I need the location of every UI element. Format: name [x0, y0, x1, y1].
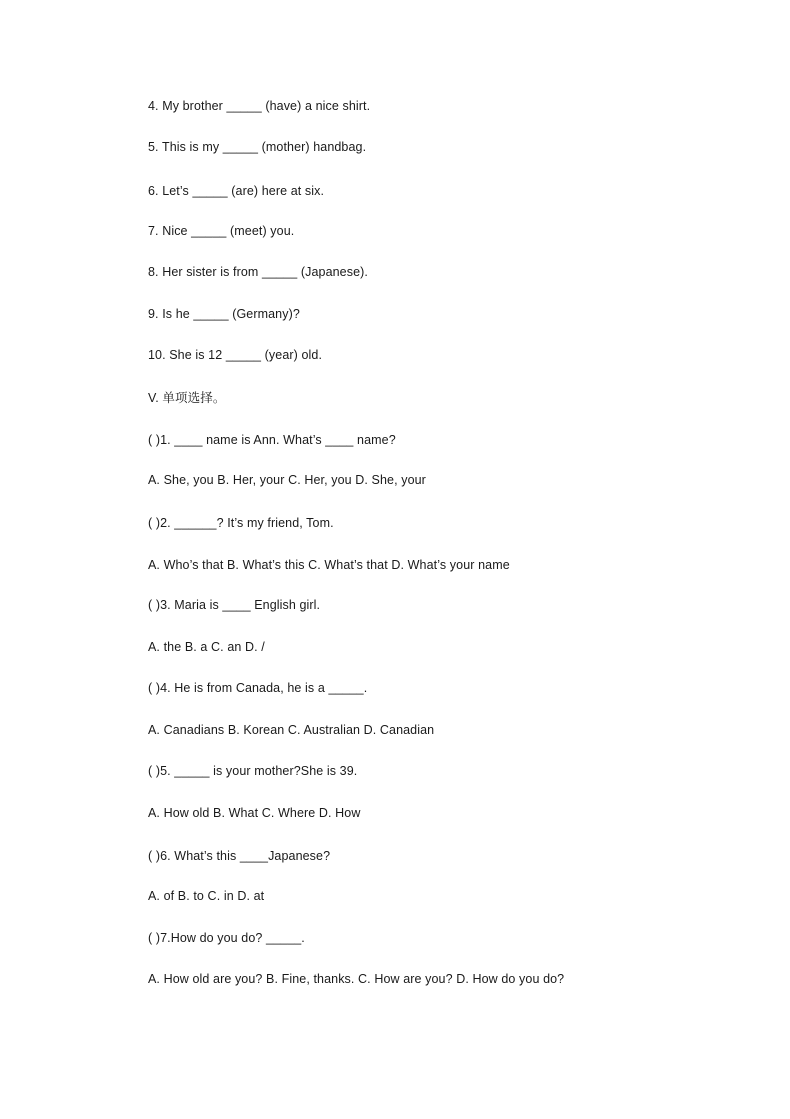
choice-options-2: A. Who’s that B. What’s this C. What’s that D. What’s your name	[148, 558, 510, 572]
choice-question-2: ( )2. ______? It’s my friend, Tom.	[148, 516, 334, 530]
choice-question-1: ( )1. ____ name is Ann. What’s ____ name?	[148, 433, 396, 447]
choice-options-3: A. the B. a C. an D. /	[148, 640, 265, 654]
choice-options-7: A. How old are you? B. Fine, thanks. C. How are you? D. How do you do?	[148, 972, 565, 986]
fill-in-item-8: 8. Her sister is from _____ (Japanese).	[148, 265, 368, 279]
fill-in-item-6: 6. Let’s _____ (are) here at six.	[148, 184, 325, 198]
choice-question-3: ( )3. Maria is ____ English girl.	[148, 598, 321, 612]
fill-in-item-10: 10. She is 12 _____ (year) old.	[148, 348, 323, 362]
fill-in-item-4: 4. My brother _____ (have) a nice shirt.	[148, 99, 371, 113]
choice-options-6: A. of B. to C. in D. at	[148, 889, 265, 903]
fill-in-item-5: 5. This is my _____ (mother) handbag.	[148, 140, 367, 154]
choice-options-5: A. How old B. What C. Where D. How	[148, 806, 361, 820]
choice-question-4: ( )4. He is from Canada, he is a _____.	[148, 681, 368, 695]
choice-question-6: ( )6. What’s this ____Japanese?	[148, 849, 331, 863]
fill-in-item-9: 9. Is he _____ (Germany)?	[148, 307, 300, 321]
choice-options-1: A. She, you B. Her, your C. Her, you D. She, your	[148, 473, 426, 487]
choice-question-7: ( )7.How do you do? _____.	[148, 931, 305, 945]
choice-question-5: ( )5. _____ is your mother?She is 39.	[148, 764, 358, 778]
fill-in-item-7: 7. Nice _____ (meet) you.	[148, 224, 295, 238]
section-heading: V. 单项选择。	[148, 391, 226, 405]
choice-options-4: A. Canadians B. Korean C. Australian D. Canadian	[148, 723, 435, 737]
